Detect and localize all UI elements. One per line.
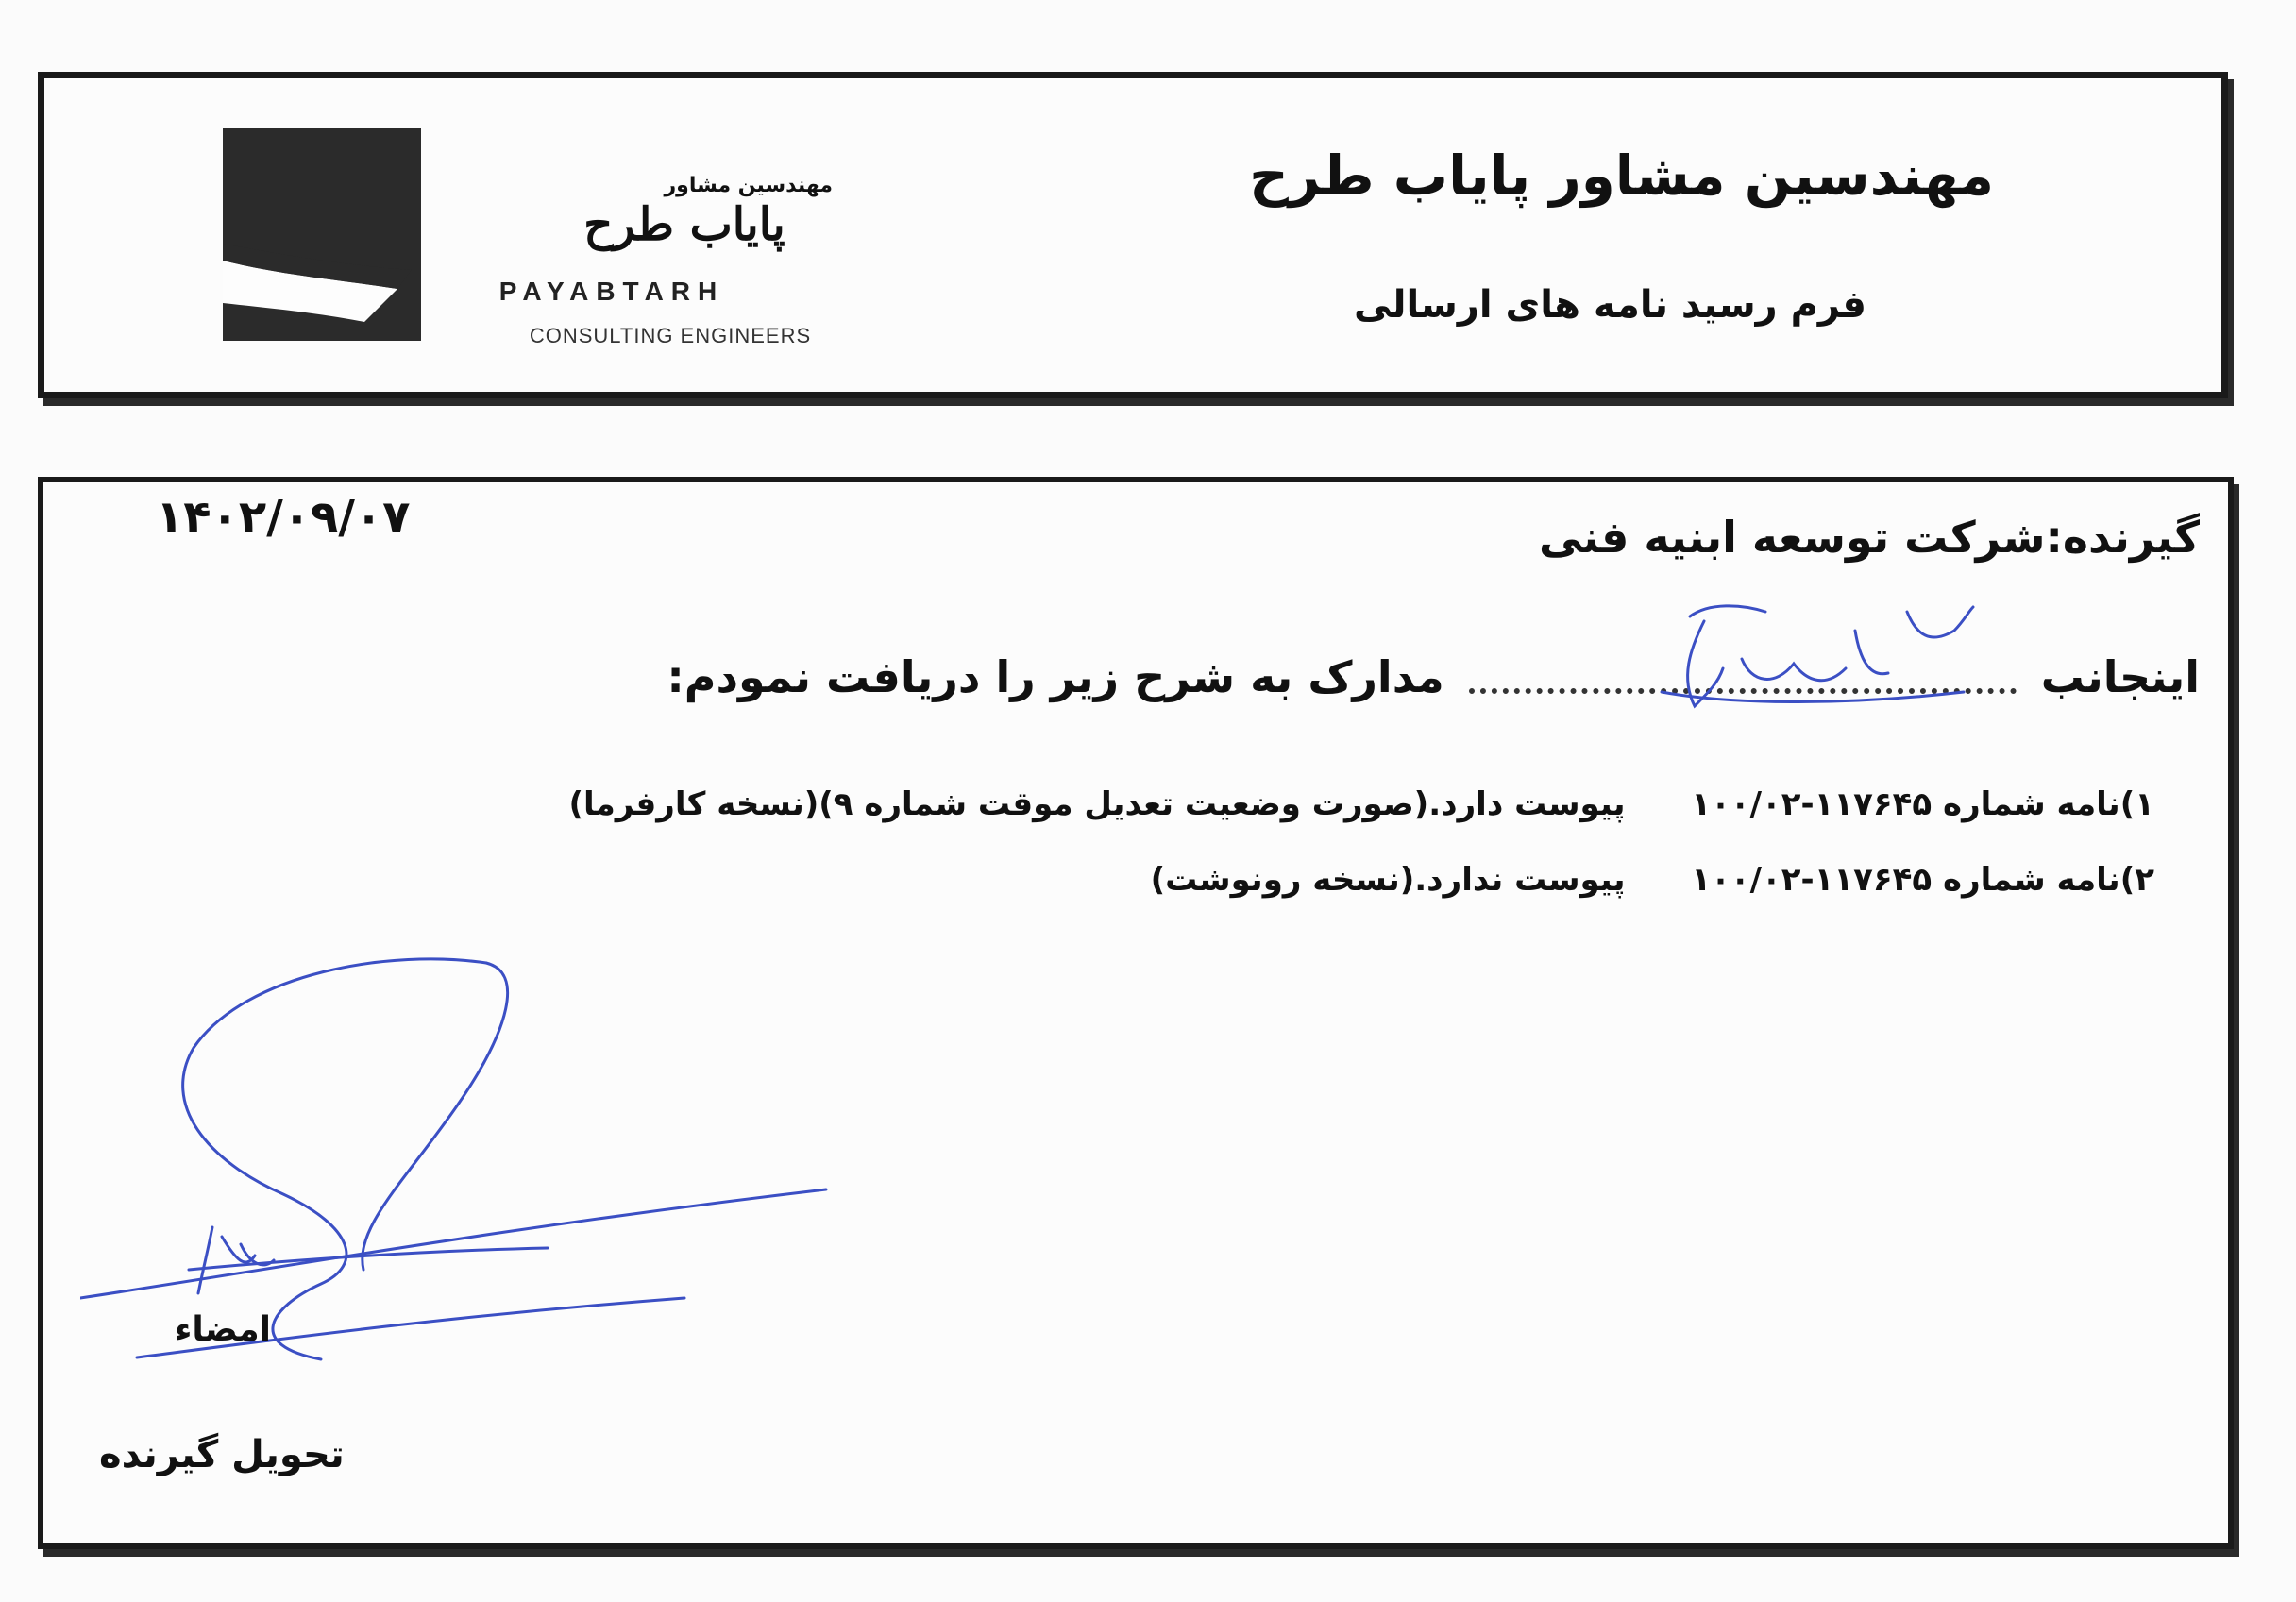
receiver-label: تحویل گیرنده (99, 1433, 345, 1476)
name-blank-line (1469, 667, 2017, 694)
body-frame (38, 477, 2234, 1549)
item-label: ۱)نامه شماره ۱۱۷۶۴۵-۱۰۰/۰۲ (1691, 785, 2154, 823)
logo-english-subtitle: CONSULTING ENGINEERS (529, 324, 812, 347)
item-note: پیوست ندارد.(نسخه رونوشت) (1150, 861, 1626, 899)
list-item (1151, 861, 2154, 899)
logo-persian-subtitle: مهندسین مشاور (664, 174, 833, 197)
item-label: ۲)نامه شماره ۱۱۷۶۴۵-۱۰۰/۰۲ (1691, 861, 2154, 899)
signature-label: امضاء (175, 1310, 272, 1349)
receipt-prefix: اینجانب (2040, 651, 2200, 702)
form-title: فرم رسید نامه های ارسالی (1354, 283, 1866, 327)
item-note: پیوست دارد.(صورت وضعیت تعدیل موقت شماره ۹)(نسخه کارفرما) (568, 785, 1626, 823)
payabtarh-logo-icon (223, 128, 421, 341)
list-item (569, 785, 2155, 823)
company-title: مهندسین مشاور پایاب طرح (1249, 143, 1994, 208)
date: ۱۴۰۲/۰۹/۰۷ (156, 491, 411, 544)
receipt-suffix: مدارک به شرح زیر را دریافت نمودم: (667, 651, 1444, 702)
logo-english-name: PAYABTARH (498, 277, 725, 306)
receipt-statement (667, 651, 2200, 702)
logo-persian-name: پایاب طرح (583, 198, 785, 251)
recipient: گیرنده:شرکت توسعه ابنیه فنی (1538, 512, 2200, 563)
